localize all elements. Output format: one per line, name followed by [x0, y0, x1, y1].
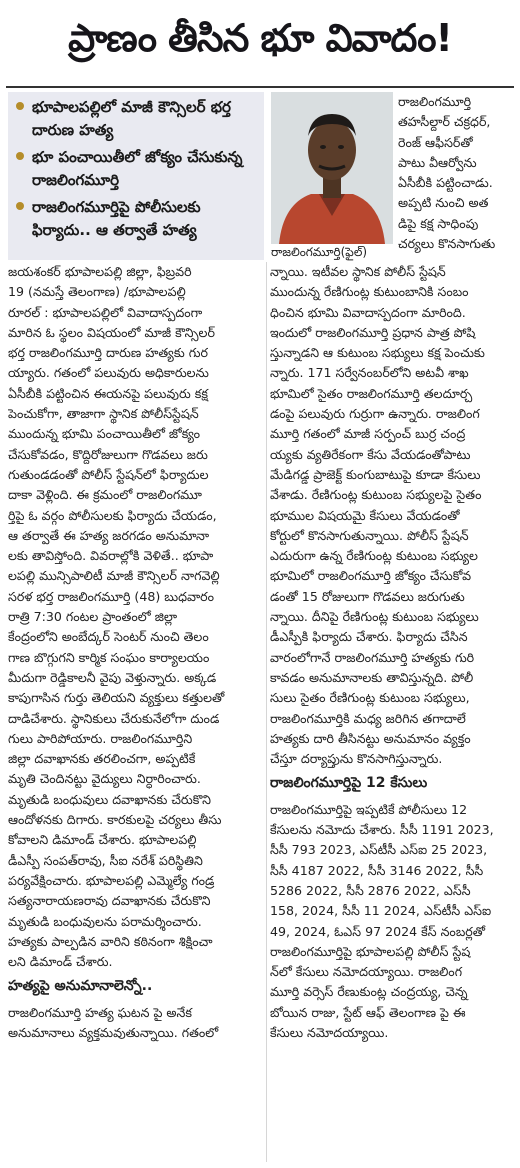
highlight-item — [14, 146, 258, 192]
text-line: 19 (నమస్తే తెలంగాణ) /భూపాలపల్లి — [8, 284, 186, 300]
text-line: సరళ భర్త రాజలింగమూర్తి (48) బుధవారం — [8, 588, 215, 604]
text-line: డంతో 15 రోజులుగా గొడవలు జరుగుతు — [270, 588, 465, 604]
text-line: ఏసీబీకి పట్టించాడు. — [398, 175, 493, 191]
highlight-text: భూపాలపల్లిలో మాజీ కౌన్సిలర్ భర్త దారుణ హత్య — [32, 98, 231, 139]
text-line: చేసుకోవడం, కొద్దిరోజులుగా గొడవలు జరు — [8, 446, 208, 462]
text-line: పర్యవేక్షించారు. భూపాలపల్లి ఎమ్మెల్యే గండ్ర — [8, 872, 215, 888]
text-line: న్‌లో కేసులు నమోదయ్యాయి. రాజలింగ — [270, 964, 463, 980]
text-line: జయశంకర్ భూపాలపల్లి జిల్లా, ఫిబ్రవరి — [8, 264, 192, 279]
text-line: లని డిమాండ్ చేశారు. — [8, 954, 113, 970]
text-line: లకు తావిస్తోంది. వివరాల్లోకి వెళితే.. భూపా — [8, 548, 214, 564]
text-line: సులు సైతం రేణిగుంట్ల కుటుంబ సభ్యులు, — [270, 690, 470, 706]
text-line: ముందున్న భూమి పంచాయితీలో జోక్యం — [8, 426, 201, 442]
text-line: న్నాయి. ఇటీవల స్థానిక పోలీస్ స్టేషన్ — [270, 264, 446, 279]
text-line: కోర్టులో కొనసాగుతున్నాయి. పోలీస్ స్టేషన్ — [270, 527, 469, 543]
text-line: అనుమానాలు వ్యక్తమవుతున్నాయి. గతంలో — [8, 1024, 219, 1040]
text-line: సీసీ 4187 2022, సీసీ 3146 2022, సీసీ — [270, 862, 484, 878]
text-line: హత్యకు దారి తీసినట్టు అనుమానం వ్యక్తం — [270, 730, 471, 746]
portrait-photo — [271, 92, 393, 244]
text-line: గాణ బొగ్గుగని కార్మిక సంఘం కార్యాలయం — [8, 649, 210, 665]
photo-wrap-text — [398, 92, 514, 254]
text-line: 49, 2024, ఓఎస్ 97 2024 కేస్ నంబర్లతో — [270, 923, 486, 939]
text-line: మృతి చెందినట్టు వైద్యులు నిర్ధారించారు. — [8, 771, 201, 787]
text-line: 158, 2024, సీసీ 11 2024, ఎస్‌టీసీ ఎస్‌ఐ — [270, 903, 492, 919]
text-line: స్తున్నాడని ఆ కుటుంబ సభ్యులు కక్ష పెంచుకు — [270, 345, 485, 361]
highlight-text: భూ పంచాయితీలో జోక్యం చేసుకున్న రాజలింగమూర్తి — [32, 148, 243, 189]
portrait-illustration — [271, 92, 393, 244]
text-line: న్నారు. 171 సర్వేనంబర్‌లోని అటవీ శాఖ — [270, 365, 469, 381]
text-line: రూరల్ : భూపాలపల్లిలో వివాదాస్పదంగా — [8, 304, 203, 320]
text-line: భూమిలో సైతం రాజలింగమూర్తి తలదూర్చ — [270, 385, 473, 401]
text-line: న్నాయి. దీనిపై రేణిగుంట్ల కుటుంబ సభ్యులు — [270, 609, 479, 625]
text-line: రాత్రి 7:30 గంటల ప్రాంతంలో జిల్లా — [8, 609, 178, 625]
text-line: రాజలింగమూర్తిపై భూపాలపల్లి పోలీస్ స్టేష — [270, 943, 471, 959]
right-column — [270, 262, 516, 1043]
text-line: య్యకు వ్యతిరేకంగా కేసు వేయడంతోపాటు — [270, 446, 471, 462]
bullet-dot-icon — [16, 102, 24, 110]
text-line: గుతుండడంతో పోలీస్ స్టేషన్‌లో ఫిర్యాదుల — [8, 466, 209, 482]
text-line: వేశాడు. రేణిగుంట్ల కుటుంబ సభ్యులపై సైతం — [270, 487, 482, 503]
text-line: రాజలింగమూర్తి — [398, 94, 472, 109]
highlight-item — [14, 196, 258, 242]
text-line: లపల్లి మున్సిపాలిటీ మాజీ కౌన్సిలర్ నాగవెల్లి — [8, 568, 220, 584]
text-line: కాపుగాసిన గుర్తు తెలియని వ్యక్తులు కత్తులతో — [8, 690, 225, 706]
text-line: రాజలింగమూర్తిపై ఇప్పటికే పోలీసులు 12 — [270, 801, 468, 817]
text-line: మూర్తి గతంలో మాజీ సర్పంచ్ బుర్ర చంద్ర — [270, 426, 466, 442]
text-line: చేస్తూ దర్యాప్తును కొనసాగిస్తున్నారు. — [270, 751, 443, 767]
section-subheading: హత్యపై అనుమానాలెన్నో.. — [8, 978, 153, 995]
column-divider — [266, 262, 267, 1162]
bullet-dot-icon — [16, 202, 24, 210]
text-line: ఆ తర్వాతే ఈ హత్య జరగడం అనుమానా — [8, 527, 210, 543]
text-line: తహసీల్దార్ చక్రధర్, — [398, 114, 491, 130]
text-line: పాటు వీఆర్వోను — [398, 154, 477, 170]
text-line: మృతుడి బంధువులు దవాఖానకు చేరుకొని — [8, 791, 211, 807]
text-line: డిపై కక్ష సాధింపు — [398, 215, 479, 231]
text-line: ఏసీబీకి పట్టించిన ఈయనపై పలువురు కక్ష — [8, 385, 208, 401]
text-line: భూముల విషయమై కేసులు వేయడంతో — [270, 507, 460, 523]
text-line: అప్పటి నుంచి అత — [398, 195, 489, 211]
text-line: కేసులు నమోదయ్యాయి. — [270, 1024, 389, 1040]
text-line: బోయిన రాజు, స్టేట్ ఆఫ్ తెలంగాణ పై ఈ — [270, 1004, 466, 1020]
text-line: ఎదురుగా ఉన్న రేణిగుంట్ల కుటుంబ సభ్యుల — [270, 548, 478, 564]
text-line: ముందున్న రేణిగుంట్ల కుటుంబానికి సంబం — [270, 284, 469, 300]
text-line: ఆందోళనకు దిగారు. కారకులపై చర్యలు తీసు — [8, 812, 222, 828]
text-line: పెంచుకోగా, తాజాగా స్థానిక పోలీస్‌స్టేషన్ — [8, 406, 199, 422]
text-line: రెంజ్ ఆఫీసర్‌తో — [398, 134, 473, 150]
text-line: ఇందులో రాజలింగమూర్తి ప్రధాన పాత్ర పోషి — [270, 324, 476, 340]
text-line: డీఎస్పీ సంపత్‌రావు, సీఐ నరేశ్ పరిస్థితిని — [8, 852, 203, 868]
photo-caption: రాజలింగమూర్తి(ఫైల్) — [271, 245, 368, 259]
text-line: కావడం అనుమానాలకు తావిస్తున్నది. పోలీ — [270, 669, 474, 685]
text-line: డంపై పలువురు గుర్రుగా ఉన్నారు. రాజలింగ — [270, 406, 480, 422]
headline-rule — [6, 86, 514, 88]
text-line: ధించిన భూమి వివాదాస్పదంగా మారింది. — [270, 304, 466, 320]
text-line: రాజలింగమూర్తి హత్య ఘటన పై అనేక — [8, 1004, 192, 1020]
text-line: రాజలింగమూర్తికి మధ్య జరిగిన తగాదాలే — [270, 710, 466, 726]
text-line: దాకా వెళ్లింది. ఈ క్రమంలో రాజలింగమూ — [8, 487, 202, 503]
text-line: 5286 2022, సీసీ 2876 2022, ఎస్‌సీ — [270, 882, 471, 898]
text-line: చర్యలు కొనసాగుతు — [398, 236, 496, 252]
text-line: భూమిలో రాజలింగమూర్తి జోక్యం చేసుకోవ — [270, 568, 472, 584]
text-line: మూర్తి వర్సెస్ రేణుకుంట్ల చంద్రయ్య, చెన్న — [270, 984, 468, 1000]
text-line: య్యారు. గతంలో పలువురు అధికారులను — [8, 365, 209, 381]
text-line: వారంలోగానే రాజలింగమూర్తి హత్యకు గురి — [270, 649, 475, 665]
highlight-item — [14, 96, 258, 142]
section-subheading: రాజలింగమూర్తిపై 12 కేసులు — [270, 775, 428, 792]
highlights-box — [8, 92, 264, 260]
highlight-text: రాజలింగమూర్తిపై పోలీసులకు ఫిర్యాదు.. ఆ తర్వాతే హత్య — [32, 198, 201, 239]
text-line: హత్యకు పాల్పడిన వారిని కఠినంగా శిక్షించా — [8, 933, 213, 949]
left-column — [8, 262, 264, 1043]
text-line: మారిన ఓ స్థలం విషయంలో మాజీ కౌన్సిలర్ — [8, 324, 215, 340]
text-line: మృతుడి బంధువులను పరామర్శించారు. — [8, 913, 202, 929]
text-line: సత్యనారాయణరావు దవాఖానకు చేరుకొని — [8, 893, 211, 909]
headline: ప్రాణం తీసిన భూ వివాదం! — [68, 16, 452, 60]
text-line: భర్త రాజలింగమూర్తి దారుణ హత్యకు గుర — [8, 345, 208, 361]
text-line: కేసులను నమోదు చేశారు. సీసీ 1191 2023, — [270, 822, 494, 838]
text-line: మేడిగడ్డ ప్రాజెక్ట్ కుంగుబాటుపై కూడా కేసులు — [270, 466, 481, 482]
text-line: దాడిచేశారు. స్థానికులు చేరుకునేలోగా దుండ — [8, 710, 220, 726]
text-line: కేంద్రంలోని అంబేద్కర్ సెంటర్ నుంచి తెలం — [8, 629, 209, 645]
text-line: గులు పారిపోయారు. రాజలింగమూర్తిని — [8, 730, 193, 746]
text-line: కోవాలని డిమాండ్ చేశారు. భూపాలపల్లి — [8, 832, 197, 848]
text-line: మీదుగా రెడ్డికాలనీ వైపు వెళ్తున్నారు. అక్కడ — [8, 669, 217, 685]
text-line: జిల్లా దవాఖానకు తరలించగా, అప్పటికే — [8, 751, 196, 767]
text-line: సీసీ 793 2023, ఎస్‌టీసీ ఎస్‌ఐ 25 2023, — [270, 842, 488, 858]
bullet-dot-icon — [16, 152, 24, 160]
text-line: ర్తిపై ఓ వర్గం పోలీసులకు ఫిర్యాదు చేయడం, — [8, 507, 217, 523]
text-line: డీఎస్పీకి ఫిర్యాదు చేశారు. ఫిర్యాదు చేసిన — [270, 629, 468, 645]
